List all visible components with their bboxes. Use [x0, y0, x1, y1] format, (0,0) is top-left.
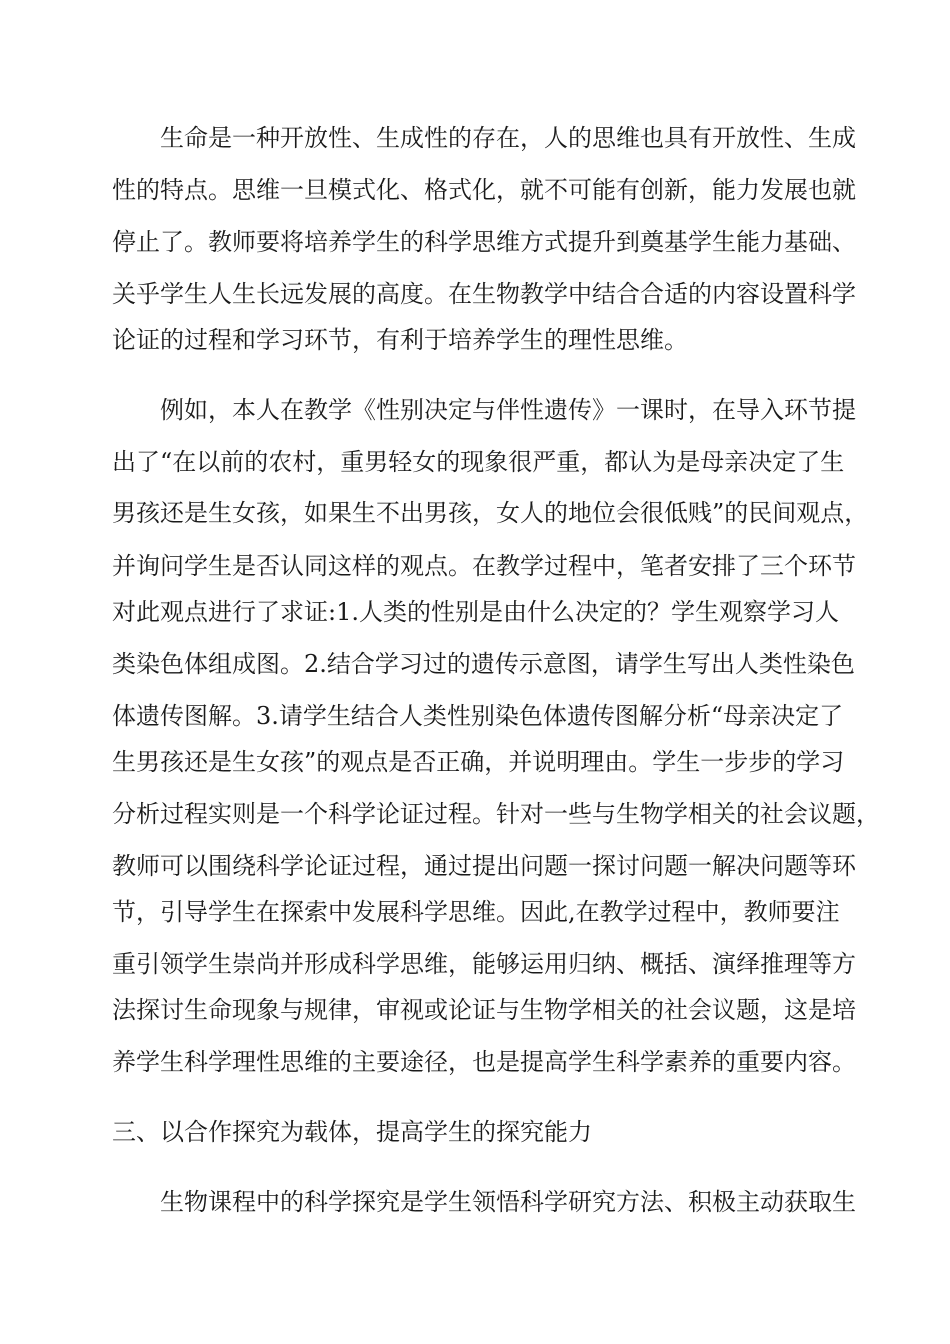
paragraph-2-line-2: 出了“在以前的农村，重男轻女的现象很严重，都认为是母亲决定了生 — [112, 448, 845, 476]
paragraph-1-line-3: 停止了。教师要将培养学生的科学思维方式提升到奠基学生能力基础、 — [112, 228, 856, 256]
paragraph-2-line-7: 体遗传图解。3.请学生结合人类性别染色体遗传图解分析“母亲决定了 — [112, 702, 844, 730]
paragraph-2-line-8: 生男孩还是生女孩”的观点是否正确，并说明理由。学生一步步的学习 — [112, 748, 845, 776]
paragraph-1-line-4: 关乎学生人生长远发展的高度。在生物教学中结合合适的内容设置科学 — [112, 280, 856, 308]
paragraph-2-line-10: 教师可以围绕科学论证过程，通过提出问题一探讨问题一解决问题等环 — [112, 852, 856, 880]
section-heading: 三、以合作探究为载体，提高学生的探究能力 — [112, 1118, 592, 1146]
paragraph-2-line-11: 节，引导学生在探索中发展科学思维。因此,在教学过程中，教师要注 — [112, 898, 840, 926]
paragraph-1-line-2: 性的特点。思维一旦模式化、格式化，就不可能有创新，能力发展也就 — [112, 176, 856, 204]
paragraph-2-line-3: 男孩还是生女孩，如果生不出男孩，女人的地位会很低贱”的民间观点， — [112, 499, 869, 527]
paragraph-2-line-5: 对此观点进行了求证:1.人类的性别是由什么决定的？学生观察学习人 — [112, 598, 839, 626]
paragraph-2-line-9: 分析过程实则是一个科学论证过程。针对一些与生物学相关的社会议题， — [112, 800, 880, 828]
paragraph-2-line-13: 法探讨生命现象与规律，审视或论证与生物学相关的社会议题，这是培 — [112, 996, 856, 1024]
paragraph-2-line-6: 类染色体组成图。2.结合学习过的遗传示意图，请学生写出人类性染色 — [112, 650, 855, 678]
paragraph-2-line-14: 养学生科学理性思维的主要途径，也是提高学生科学素养的重要内容。 — [112, 1048, 856, 1076]
paragraph-1-line-1: 生命是一种开放性、生成性的存在，人的思维也具有开放性、生成 — [160, 124, 856, 152]
paragraph-1-line-5: 论证的过程和学习环节，有利于培养学生的理性思维。 — [112, 326, 688, 354]
paragraph-2-line-1: 例如，本人在教学《性别决定与伴性遗传》一课时，在导入环节提 — [160, 396, 856, 424]
paragraph-2-line-12: 重引领学生崇尚并形成科学思维，能够运用归纳、概括、演绎推理等方 — [112, 950, 856, 978]
paragraph-3-line-1: 生物课程中的科学探究是学生领悟科学研究方法、积极主动获取生 — [160, 1188, 856, 1216]
paragraph-2-line-4: 并询问学生是否认同这样的观点。在教学过程中，笔者安排了三个环节 — [112, 552, 856, 580]
